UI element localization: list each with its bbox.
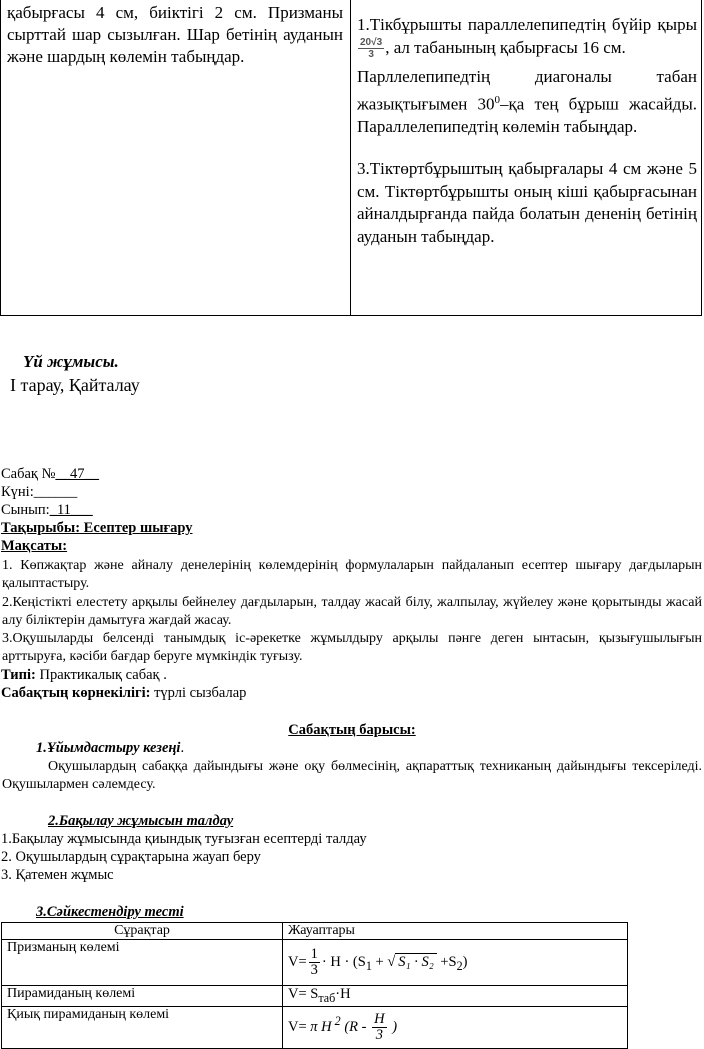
lesson-visuals: Сабақтың көрнекілігі: түрлі сызбалар xyxy=(1,685,247,701)
stage-2-item-2: 2. Оқушылардың сұрақтарына жауап беру xyxy=(1,849,261,865)
prism-volume-formula: V= $\frac{1}{3}$ · $H \cdot (S_1$ + √ $S_1 \cdot S_2 +S_2$) xyxy=(288,946,468,978)
lesson-topic: Тақырыбы: Есептер шығару xyxy=(1,520,193,536)
question-cell: Пирамиданың көлемі xyxy=(2,986,283,1007)
goal-2: 2.Кеңістікті елестету арқылы бейнелеу дағдыларын, талдау жасай білу, жалпылау, жүйелеу және қорытынды жасай алу біліктерін дамытуға жағдай жасау. xyxy=(2,595,702,628)
fraction-image: $\frac{20√3}{3}$ xyxy=(360,37,383,61)
problem-1-continued: Парллелепипедтің диагоналы табан жазықтығымен $30^0-қа$ тең бұрыш жасайды. Параллелепипедтің көлемін табыңдар. xyxy=(357,67,698,136)
table-row xyxy=(2,940,628,986)
homework-title: Үй жұмысы. xyxy=(23,352,119,371)
lesson-class: Сынып:_11___ xyxy=(1,502,93,518)
problem-left-cell: қабырғасы 4 см, биіктігі 2 см. Призманы сырттай шар сызылған. Шар бетінің ауданын және шардың көлемін табыңдар. xyxy=(7,3,343,66)
stage-2-item-3: 3. Қатемен жұмыс xyxy=(1,867,114,883)
lesson-date: Күні:______ xyxy=(1,484,78,500)
stage-3-title: 3.Сәйкестендіру тесті xyxy=(36,904,184,920)
answer-cell xyxy=(283,986,628,1007)
answer-cell xyxy=(283,1006,628,1048)
header-questions: Сұрақтар xyxy=(2,923,283,940)
problem-1: 1.Тікбұрышты параллелепипедтің бүйір қыры $\frac{20√3}{3}$ , ал табанының қабырғасы 16 см. xyxy=(357,15,697,61)
matching-table xyxy=(1,922,628,1049)
goal-1: 1. Көпжақтар және айналу денелерінің көлемдерінің формулаларын пайдаланып есептер шығару дағдыларын қалыптастыру. xyxy=(2,558,702,591)
lesson-type: Типі: Практикалық сабақ . xyxy=(1,667,167,683)
frustum-volume-formula: V= π H $^2$ (R - $\frac{H}{3}$ ) xyxy=(288,1010,398,1043)
table-divider xyxy=(350,0,351,315)
goal-3: 3.Оқушыларды белсенді танымдық іс-әрекетке жұмылдыру арқылы пәнге деген ынтасын, қызығушылығын арттыруға, кәсіби бағдар беруге мүмкіндік туғызу. xyxy=(2,631,702,664)
progress-title: Сабақтың барысы: xyxy=(288,722,416,738)
pyramid-volume-formula: $V= S_{таб}\cdot H$ xyxy=(288,986,351,1005)
problem-table xyxy=(0,0,702,316)
answer-cell xyxy=(283,940,628,986)
problem-right-cell xyxy=(357,14,697,248)
stage-2-title: 2.Бақылау жұмысын талдау xyxy=(48,813,234,829)
stage-2-item-1: 1.Бақылау жұмысында қиындық туғызған есептерді талдау xyxy=(1,831,367,847)
homework-body: І тарау, Қайталау xyxy=(10,375,140,395)
goals-title: Мақсаты: xyxy=(1,538,68,554)
header-answers: Жауаптары xyxy=(283,923,628,940)
lesson-number: Сабақ №__47__ xyxy=(1,466,99,482)
stage-1-title: 1.Ұйымдастыру кезеңі. xyxy=(36,740,185,756)
question-cell: Қиық пирамиданың көлемі xyxy=(2,1006,283,1048)
question-cell: Призманың көлемі xyxy=(2,940,283,986)
stage-1-body: Оқушылардың сабаққа дайындығы және оқу бөлмесінің, ақпараттық техниканың дайындығы тексеріледі. Оқушылармен сәлемдесу. xyxy=(2,759,702,792)
table-row xyxy=(2,1006,628,1048)
problem-3: 3.Тіктөртбұрыштың қабырғалары 4 см және 5 см. Тіктөртбұрышты оның кіші қабырғасынан айналдырғанда пайда болатын дененің бетінің ауданын табыңдар. xyxy=(357,159,697,246)
table-header-row xyxy=(2,923,628,940)
table-row xyxy=(2,986,628,1007)
